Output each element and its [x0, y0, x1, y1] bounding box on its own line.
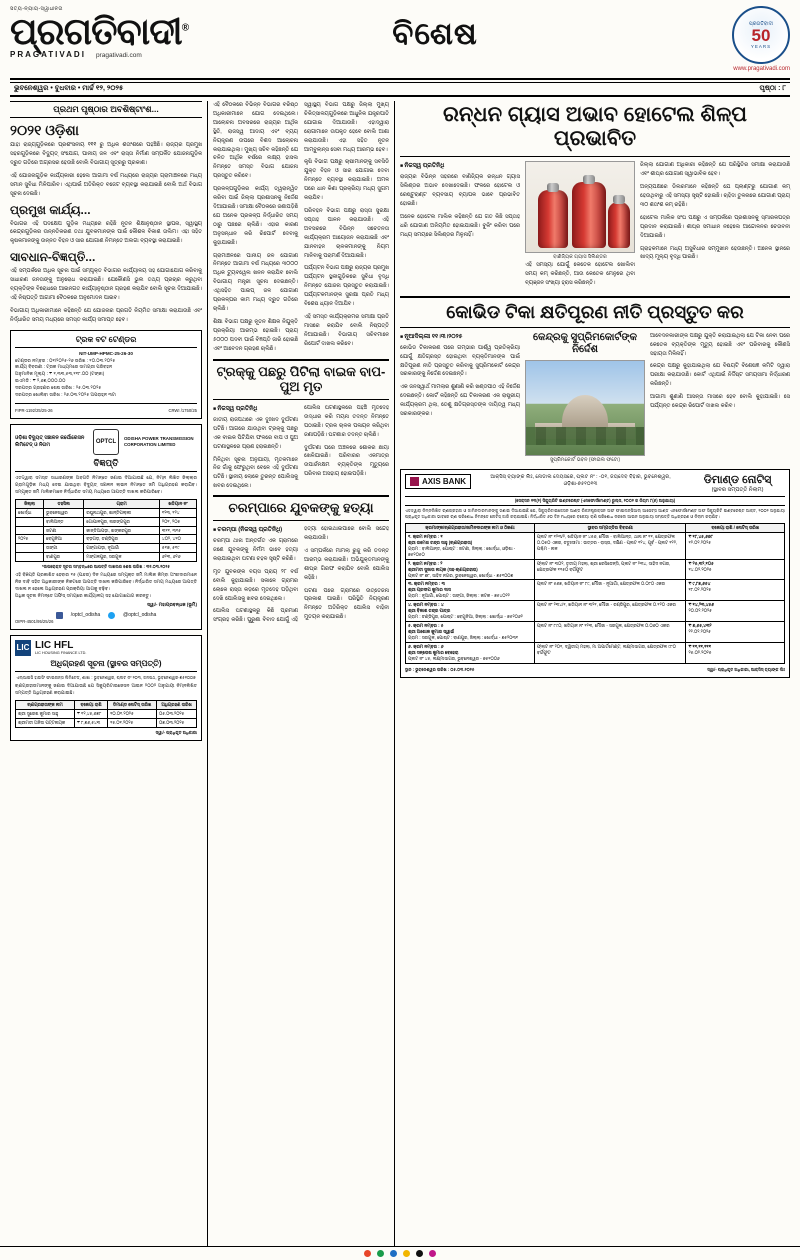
table-row	[16, 535, 197, 544]
court-photo-caption: ସୁପ୍ରିମକୋର୍ଟ ଭବନ (ଫାଇଲ ଫଟୋ)	[550, 456, 620, 463]
axis-address: ଆକ୍ସିସ୍ ବ୍ୟାଙ୍କ ଲିଃ, ନୋଡାଲ ଦେୟସରେ, ପ୍ଲଟ ନଂ : -୦୧, ଜୟଦେବ ବିହାର, ଭୁବନେଶ୍ୱର, ଓଡ଼ିଶା-୭୫୧୦୧୩	[490, 473, 671, 488]
lic-th-1: ବକେୟା ରାଶି	[74, 700, 107, 709]
masthead-right	[610, 6, 790, 72]
axis-th-1: ସ୍ଥାବର ସମ୍ପତ୍ତିର ବିବରଣୀ	[534, 523, 686, 532]
table-row	[406, 559, 785, 580]
axis-row-0-amount-cell	[686, 532, 785, 559]
lic-r0-c3: ୦୫.୦୩.୨୦୨୫	[157, 709, 197, 718]
left-story3-para1: ଏହି ସମ୍ପର୍କରେ ଅଧିକ ସୂଚନା ପାଇଁ ସମ୍ପୃକ୍ତ ବିଭାଗର କାର୍ଯ୍ୟାଳୟ ସହ ଯୋଗାଯୋଗ କରିବାକୁ ସାଧାରଣ ଜନତାଙ୍କୁ ଅନୁରୋଧ କରାଯାଇଛି। ଯେକୌଣସି ଭୁଲ ତଥ୍ୟ ପ୍ରଚାର କରୁଥିବା ବ୍ୟକ୍ତିଙ୍କ ବିରୋଧରେ ଆଇନଗତ କାର୍ଯ୍ୟାନୁଷ୍ଠାନ ଗ୍ରହଣ କରାଯିବ ବୋଲି ସୂଚନା ଦିଆଯାଇଛି। ଏହି ନିଷ୍ପତ୍ତି ଆଗାମୀ ବୈଠକରେ ଅନୁମୋଦନ ପାଇବ।	[10, 268, 202, 301]
axis-row-3-amount-cell	[686, 601, 785, 622]
masthead-title-text: ପ୍ରଗତିବାଦୀ	[10, 11, 182, 52]
axis-row-2-name: ଶ୍ରୀ ପ୍ରଦୀପ କୁମାର ଦାସ	[408, 587, 451, 593]
bike-accident-body	[213, 404, 389, 491]
gas-para-4: ଜିଲ୍ଲା ଯୋଗାଣ ଅଧିକାରୀ କହିଛନ୍ତି ଯେ ପରିସ୍ଥିତିର ସମୀକ୍ଷା କରାଯାଉଛି ଏବଂ ଶୀଘ୍ର ଯୋଗାଣ ସ୍ୱାଭାବିକ ହେବ।	[640, 162, 790, 178]
optcl-code: OIPR-4501/95/25/26	[15, 618, 54, 624]
left-column	[10, 101, 202, 1251]
optcl-social-0[interactable]: /optcl_odisha	[70, 612, 101, 619]
lic-para: ଋଣଗ୍ରହୀତାମାନଙ୍କୁ ଜଣାଇ ଦିଆଯାଉଛି ଯେ ସିକ୍ୟୁରିଟାଇଜେସନ ଆଇନ ୨୦୦୨ ଅନୁଯାୟୀ ନିମ୍ନଲିଖିତ ସମ୍ପତ୍ତି ଅଧିଗ୍ରହଣ କରାଯାଇଛି।	[15, 682, 197, 695]
special-section-title: ବିଶେଷ	[392, 16, 478, 51]
optcl-r5-c0	[16, 553, 44, 562]
table-row	[16, 544, 197, 553]
axis-row-0-party	[406, 532, 535, 559]
axis-footer-place-date: ସ୍ଥାନ : ଭୁବନେଶ୍ୱର ତାରିଖ : ୦୫.୦୩.୨୦୨୫	[405, 666, 475, 672]
facebook-icon[interactable]	[56, 612, 63, 619]
gas-cylinder-photo	[525, 161, 635, 253]
optcl-th-1: ତହସିଲ	[44, 499, 84, 508]
lic-r0-c2: ୧୦.୦୧.୨୦୨୫	[108, 709, 157, 718]
axis-row-2-no: ୩. କ୍ରମ ନମ୍ବର : ୩	[408, 581, 445, 587]
gas-story-byline: ■ ନିଜସ୍ୱ ପ୍ରତିନିଧି	[400, 163, 520, 170]
anniversary-logo-icon	[732, 6, 790, 64]
axis-row-5-addr: ପ୍ଲଟ ନଂ ୪୫, ଲକ୍ଷ୍ମୀସାଗର, ଭୁବନେଶ୍ୱର - ୭୫୧୦୦୬	[408, 655, 500, 661]
table-row	[16, 718, 197, 727]
dateline-page-number: ପୃଷ୍ଠା : ୮	[759, 85, 786, 92]
optcl-intro: ଏତଦ୍ଦ୍ୱାରା ସମସ୍ତ ସାଧାରଣଙ୍କ ଅବଗତି ନିମନ୍ତେ ଜଣାଇ ଦିଆଯାଉଛି ଯେ, ନିମ୍ନ ଲିଖିତ ଜିଲ୍ଲାର ଗ୍ରାମଗୁଡ଼ିକ ମଧ୍ୟ ଦେଇ ଯାଇଥିବା ବିଦ୍ୟୁତ୍ ସଞ୍ଚାଳନ ଲାଇନ ନିମନ୍ତେ ଜମି ଅଧିଗ୍ରହଣ କରାଯିବ। ସମ୍ପୃକ୍ତ ଜମି ମାଲିକମାନେ ନିର୍ଦ୍ଧାରିତ ସମୟ ମଧ୍ୟରେ ଆପତ୍ତି ଦାଖଲ କରିପାରିବେ।	[15, 475, 197, 494]
optcl-th-0: ଜିଲ୍ଲା	[16, 499, 44, 508]
murder-story-body	[213, 525, 389, 626]
axis-row-5-amount-cell	[686, 642, 785, 663]
vaccine-para-4: କେନ୍ଦ୍ର ପକ୍ଷରୁ କୁହାଯାଇଥିଲା ଯେ ବିଷୟଟି ବିଶେଷଜ୍ଞ କମିଟି ଦ୍ୱାରା ପରୀକ୍ଷା କରାଯାଉଛି। କୋର୍ଟ ଏଥିପାଇଁ ନିର୍ଦ୍ଦିଷ୍ଟ ସମୟସୀମା ନିର୍ଦ୍ଧାରଣ କରିଛନ୍ତି।	[650, 363, 790, 388]
optcl-r5-c2: ମଙ୍ଗଳପୁର, ସରଗୁଳ	[84, 553, 160, 562]
axis-footer-sign: ସ୍ୱା/- ପ୍ରାଧିକୃତ ଅଧିକାରୀ, ଆକ୍ସିସ୍ ବ୍ୟାଙ୍କ ଲିଃ	[707, 666, 785, 672]
masthead-left	[10, 6, 260, 59]
optcl-r3-c2: ବଡ଼ଗଡ଼, ଚଣ୍ଡିପୁର	[84, 535, 160, 544]
lic-notice-head: ଅଧିଗ୍ରହଣ ସୂଚନା (ସ୍ଥାବର ସମ୍ପତ୍ତି)	[15, 659, 197, 672]
axis-notice-title: ଡିମାଣ୍ଡ ନୋଟିସ୍	[703, 473, 772, 486]
supreme-court-photo	[525, 360, 645, 456]
axis-row-3-addr: ଗ୍ରାମ : ଚଣ୍ଡିପୁର, ପୋଷ୍ଟ : ବେଗୁନିଆ, ଜିଲ୍ଲା : ଖୋର୍ଦ୍ଧା - ୭୫୨୦୬୨	[408, 614, 523, 620]
bike-para-2: ମିଳିଥିବା ସୂଚନା ଅନୁଯାୟୀ, ମୃତକମାନେ ନିଜ ଗାଁକୁ ଫେରୁଥିବା ବେଳେ ଏହି ଦୁର୍ଘଟଣା ଘଟିଛି। ସ୍ଥାନୀୟ ଲୋକେ ତୁରନ୍ତ ପୋଲିସକୁ ଖବର ଦେଇଥିଲେ।	[213, 456, 298, 490]
axis-row-3-property: ପ୍ଲଟ ନଂ ୨୩୪/୧, ଖତିୟାନ ନଂ ୩୨୧, ମୌଜା - ଚଣ୍ଡିପୁର, କ୍ଷେତ୍ରଫଳ ୦.୧୨୦ ଏକର	[534, 601, 686, 622]
lic-r0-c1: ₹ ୧୨,୪୫,୬୭୮	[74, 709, 107, 718]
lic-table-header-row	[16, 700, 197, 709]
optcl-r1-c2: ଗୋପାଳପୁର, ନାରଙ୍ଗପୁର	[84, 517, 160, 526]
reg-dot-3	[403, 1250, 410, 1257]
optcl-th-3: ଖତିୟାନ ନଂ	[159, 499, 196, 508]
gas-shortage-headline: ରନ୍ଧନ ଗ୍ୟାସ ଅଭାବ ହୋଟେଲ ଶିଳ୍ପ ପ୍ରଭାବିତ	[443, 103, 747, 151]
left-story3-headline: ସାବଧାନ-ବିଜ୍ଞପ୍ତି...	[10, 250, 96, 265]
axis-borrower-table	[405, 523, 785, 664]
dateline	[10, 82, 790, 97]
axis-row-2-party	[406, 580, 535, 601]
mid-top-text-block	[213, 101, 389, 355]
axis-row-4-property: ପ୍ଲଟ ନଂ ୮୯୦, ଖତିୟାନ ନଂ ୧୨୩, ମୌଜା - ସରଗୁଳ, କ୍ଷେତ୍ରଫଳ ୦.୦୬୦ ଏକର	[534, 622, 686, 643]
axis-row-5-property: ଫ୍ଲାଟ ନଂ ୨୦୧, ଦ୍ୱିତୀୟ ମହଲା, ମା ଅପାର୍ଟମେଣ୍ଟ, ଲକ୍ଷ୍ମୀସାଗର, କ୍ଷେତ୍ରଫଳ ୯୮୦ ବର୍ଗଫୁଟ	[534, 642, 686, 663]
axis-row-0-no: ୧. କ୍ରମ ନମ୍ବର : ୧	[408, 533, 443, 539]
vaccine-compensation-headline: କୋଭିଡ ଟିକା କ୍ଷତିପୂରଣ ନୀତି ପ୍ରସ୍ତୁତ କର	[446, 302, 744, 322]
tender-ad-footer-left: FIPR-1192/25/25-26	[15, 407, 53, 413]
tender-ad-footer-right: CRWI /1750/25	[168, 407, 197, 413]
axis-notice-sub: (ସ୍ଥାବର ସମ୍ପତ୍ତି ନିଲାମ)	[711, 486, 764, 493]
axis-row-3-name: ଶ୍ରୀ ବିକାଶ ଚନ୍ଦ୍ର ପାତ୍ର	[408, 608, 451, 614]
axis-intro-para: ଏତଦ୍ଦ୍ୱାରା ନିମ୍ନଲିଖିତ ଋଣଗ୍ରହୀତା ଓ ଜାମିନଦାରମାନଙ୍କୁ ଜଣାଇ ଦିଆଯାଉଛି ଯେ, ସିକ୍ୟୁରିଟାଇଜେସନ ଆଣ୍ଡ ରିକନଷ୍ଟ୍ରକ୍ସନ ଅଫ ଫାଇନାନ୍ସିଆଲ୍ ଆସେଟ୍ସ ଆଣ୍ଡ ଏନଫୋର୍ସମେଣ୍ଟ ଅଫ ସିକ୍ୟୁରିଟି ଇଣ୍ଟରେଷ୍ଟ ଆକ୍ଟ, ୨୦୦୨ ଅନୁଯାୟୀ ପ୍ରାଧିକୃତ ଅଧିକାରୀ ଭାବରେ ଋଣ ପରିଶୋଧ ନିମନ୍ତେ ନୋଟିସ୍ ଜାରି କରାଯାଇଛି। ନିର୍ଦ୍ଧାରିତ ୬୦ ଦିନ ମଧ୍ୟରେ ବକେୟା ରାଶି ପରିଶୋଧ ନକଲେ ଆଇନ ଅନୁଯାୟୀ ସମ୍ପତ୍ତି ଅଧିଗ୍ରହଣ ଓ ନିଲାମ କରାଯିବ।	[405, 507, 785, 519]
optcl-logo-icon: OPTCL	[93, 429, 119, 455]
mid-para-8: ପର୍ଯ୍ୟଟନ ବିଭାଗ ପକ୍ଷରୁ ରାଜ୍ୟର ପ୍ରମୁଖ ପର୍ଯ୍ୟଟନ ସ୍ଥଳୀଗୁଡ଼ିକରେ ସୁବିଧା ବୃଦ୍ଧି ନିମନ୍ତେ ଯୋଜନା ପ୍ରସ୍ତୁତ କରାଯାଇଛି। ପର୍ଯ୍ୟଟକମାନଙ୍କ ସୁରକ୍ଷା ପ୍ରତି ମଧ୍ୟ ବିଶେଷ ଧ୍ୟାନ ଦିଆଯିବ।	[304, 265, 389, 308]
gas-story-block	[400, 161, 790, 292]
optcl-table-header-row	[16, 499, 197, 508]
optcl-r0-c2: ରଘୁନାଥପୁର, ଶାନ୍ତିପଲ୍ଲୀ	[84, 508, 160, 517]
dateline-date: ଭୁବନେଶ୍ୱର • ବୁଧବାର • ମାର୍ଚ୍ଚ ୧୨, ୨୦୨୫	[14, 85, 124, 92]
axis-row-5-no: ୬. କ୍ରମ ନମ୍ବର : ୬	[408, 643, 444, 649]
lic-th-0: ଋଣଗ୍ରହୀତାଙ୍କ ନାମ	[16, 700, 75, 709]
axis-row-1-date: ୧୪.୦୨.୨୦୨୫	[688, 566, 712, 572]
optcl-th-2: ଗ୍ରାମ	[84, 499, 160, 508]
table-row	[406, 580, 785, 601]
axis-row-2-property: ପ୍ଲଟ ନଂ ୫୬୭, ଖତିୟାନ ନଂ ୮୯, ମୌଜା - ନୂଆଗାଁ, କ୍ଷେତ୍ରଫଳ ୦.୦୮୦ ଏକର	[534, 580, 686, 601]
axis-row-5-date: ୨୫.୦୨.୨୦୨୫	[688, 649, 712, 655]
axis-row-2-addr: ଗ୍ରାମ : ନୂଆଗାଁ, ପୋଷ୍ଟ : ତାଙ୍ଗୀ, ଜିଲ୍ଲା : କଟକ - ୭୫୪୦୨୨	[408, 593, 510, 599]
gas-photo-caption: ବାଣିଜ୍ୟିକ ଗ୍ୟାସ ସିଲିଣ୍ଡର	[553, 254, 607, 261]
axis-table-header-row	[406, 523, 785, 532]
axis-mark-icon	[410, 477, 419, 486]
axis-row-3-date: ୨୦.୦୨.୨୦୨୫	[688, 608, 712, 614]
continuation-kicker: ପ୍ରଥମ ପୃଷ୍ଠାର ଅବଶିଷ୍ଟାଂଶ...	[10, 101, 202, 118]
masthead-title	[10, 11, 260, 52]
masthead-subline	[10, 50, 260, 59]
axis-row-1-no: ୨. କ୍ରମ ନମ୍ବର : ୨	[408, 560, 443, 566]
optcl-para: ଏହି ବିଜ୍ଞପ୍ତି ପ୍ରକାଶିତ ହେବାର ୧୫ (ପନ୍ଦର) ଦିନ ମଧ୍ୟରେ ସମ୍ପୃକ୍ତ ଜମି ମାଲିକ କିମ୍ବା ଅଂଶୀଦାରମାନେ ନିଜ ଦାବି ସହିତ ଅଧିକାରୀଙ୍କ ନିକଟରେ ଆପତ୍ତି ଦାଖଲ କରିପାରିବେ। ନିର୍ଦ୍ଧାରିତ ସମୟ ମଧ୍ୟରେ ଆପତ୍ତି ଦାଖଲ ନ ହେଲେ ଅଧିଗ୍ରହଣ ପ୍ରକ୍ରିୟା ଆଗକୁ ବଢ଼ିବ।	[15, 572, 197, 592]
vaccine-para-1: କୋଭିଡ ଟିକାକରଣ ପରେ ଗମ୍ଭୀର ପାର୍ଶ୍ୱ ପ୍ରତିକ୍ରିୟା ଯୋଗୁଁ କ୍ଷତିଗ୍ରସ୍ତ ହୋଇଥିବା ବ୍ୟକ୍ତିମାନଙ୍କ ପାଇଁ କ୍ଷତିପୂରଣ ନୀତି ପ୍ରସ୍ତୁତ କରିବାକୁ ସୁପ୍ରିମକୋର୍ଟ କେନ୍ଦ୍ର ସରକାରଙ୍କୁ ନିର୍ଦ୍ଦେଶ ଦେଇଛନ୍ତି।	[400, 344, 520, 378]
axis-bank-logo-icon	[405, 474, 471, 489]
vaccine-col-3	[650, 332, 790, 464]
murder-para-5: ଘଟଣା ପରେ ଗ୍ରାମରେ ଉତ୍ତେଜନା ପ୍ରକାଶ ପାଇଛି। ପରିସ୍ଥିତି ନିୟନ୍ତ୍ରଣ ନିମନ୍ତେ ଅତିରିକ୍ତ ପୋଲିସ ବାହିନୀ ମୁତୟନ କରାଯାଇଛି।	[304, 587, 389, 621]
masthead-center	[260, 6, 610, 53]
mid-para-4: ଶିକ୍ଷା ବିଭାଗ ପକ୍ଷରୁ ନୂତନ ଶିକ୍ଷକ ନିଯୁକ୍ତି ପ୍ରକ୍ରିୟା ଆରମ୍ଭ ହୋଇଛି। ପ୍ରାୟ ୫୦୦୦ ପଦବୀ ପାଇଁ ବିଜ୍ଞପ୍ତି ଜାରି ହୋଇଛି ଏବଂ ଆବେଦନ ଗ୍ରହଣ ଚାଲିଛି।	[213, 318, 298, 352]
axis-row-1-addr: ପ୍ଲଟ ନଂ ୭୮, ସାହିଦ ନଗର, ଭୁବନେଶ୍ୱର, ଖୋର୍ଦ୍ଧା - ୭୫୧୦୦୭	[408, 572, 514, 578]
axis-row-4-name: ଶ୍ରୀ ଅଶୋକ କୁମାର ସ୍ୱାଇଁ	[408, 629, 455, 635]
axis-row-1-party	[406, 559, 535, 580]
gas-para-7: ଗ୍ରାହକମାନେ ମଧ୍ୟ ଅସୁବିଧାର ସମ୍ମୁଖୀନ ହେଉଛନ୍ତି। ଅନେକ ସ୍ଥାନରେ ଖାଦ୍ୟ ମୂଲ୍ୟ ବୃଦ୍ଧି ପାଇଛି।	[640, 245, 790, 261]
reg-dot-4	[416, 1250, 423, 1257]
tender-ad-line-3: ଇଏମଡି : ₹ ୨,୬୭,୦୦୦.୦୦	[15, 378, 66, 384]
axis-rule-line: (ସେକ୍ସନ ୧୩(୨) ସିକ୍ୟୁରିଟି ଇଣ୍ଟରେଷ୍ଟ (ଏନଫୋର୍ସମେଣ୍ଟ) ରୁଲ୍ସ, ୨୦୦୨ ର ନିୟମ ୮(୬) ଅନୁଯାୟୀ)	[405, 496, 785, 506]
murder-para-3: ପୋଲିସ ଘଟଣାସ୍ଥଳରୁ କିଛି ପ୍ରମାଣ ସଂଗ୍ରହ କରିଛି। ପୁରୁଣା ବିବାଦ ଯୋଗୁଁ ଏହି ହତ୍ୟା ହୋଇଥାଇପାରେ ବୋଲି ସନ୍ଦେହ କରାଯାଉଛି।	[213, 526, 389, 624]
gas-story-col-1	[400, 161, 520, 292]
axis-row-3-no: ୪. କ୍ରମ ନମ୍ବର : ୪	[408, 602, 444, 608]
optcl-advertisement	[10, 424, 202, 630]
tender-ad-line-1: କାର୍ଯ୍ୟ ବିବରଣୀ : ଟ୍ରକ ମାଧ୍ୟମରେ ସାମଗ୍ରୀ ପରିବହନ	[15, 364, 113, 370]
gas-para-1: ରାଜ୍ୟର ବିଭିନ୍ନ ସହରରେ ବାଣିଜ୍ୟିକ ରନ୍ଧନ ଗ୍ୟାସ ସିଲିଣ୍ଡର ଅଭାବ ଦେଖାଦେଇଛି। ଫଳରେ ହୋଟେଲ ଓ ରେଷ୍ଟୁରାଣ୍ଟ ବ୍ୟବସାୟ ବ୍ୟାପକ ଭାବେ ପ୍ରଭାବିତ ହୋଇଛି।	[400, 174, 520, 207]
tender-ad-line-4: ଦରପତ୍ର ଗ୍ରହଣର ଶେଷ ତାରିଖ : ୨୫.୦୩.୨୦୨୫	[15, 385, 102, 391]
lic-possession-table	[15, 700, 197, 728]
axis-row-2-amount: ₹ ୯,୮୭,୬୫୪	[688, 581, 711, 587]
axis-row-0-property: ପ୍ଲଟ ନଂ ୧୨୩/୨, ଖତିୟାନ ନଂ ୪୫୬, ମୌଜା - ବାଲିଆନ୍ତ, ଥାନା ନଂ ୧୧, କ୍ଷେତ୍ରଫଳ ୦.୦୫୦ ଏକର, ଚତୁଃସୀମା : ଉତ୍ତର - ରାସ୍ତା, ଦକ୍ଷିଣ - ପ୍ଲଟ ୧୨୪, ପୂର୍ବ - ପ୍ଲଟ ୧୨୨, ପଶ୍ଚିମ - ନାଳ	[534, 532, 686, 559]
masthead-english-name: PRAGATIVADI	[10, 50, 86, 60]
table-row	[406, 642, 785, 663]
lic-hfl-advertisement	[10, 635, 202, 741]
masthead-website[interactable]: pragativadi.com	[95, 52, 142, 60]
table-row	[406, 622, 785, 643]
color-registration-bar	[0, 1246, 800, 1260]
axis-row-3-amount: ₹ ୧୪,୨୩,୪୫୬	[688, 602, 715, 608]
bike-para-3: ପୋଲିସ ଘଟଣାସ୍ଥଳରେ ପହଞ୍ଚି ମୃତଦେହ ଉଦ୍ଧାର କରି ମୟନା ତଦନ୍ତ ନିମନ୍ତେ ପଠାଇଛି। ଟ୍ରକ ଚାଳକ ପଳାୟନ କରିଥିବା ଜଣାପଡ଼ିଛି। ଘଟଣାର ତଦନ୍ତ ଚାଲିଛି।	[304, 404, 389, 438]
optcl-r1-c3: ୨୦୧, ୨୦୫	[159, 517, 196, 526]
gas-para-5: ଅନ୍ୟପକ୍ଷରେ ଡିଲରମାନେ କହିଛନ୍ତି ଯେ ପ୍ଲାଣ୍ଟରୁ ଯୋଗାଣ କମ୍ ହେଉଥିବାରୁ ଏହି ସମସ୍ୟା ସୃଷ୍ଟି ହୋଇଛି। ଚାହିଦା ତୁଳନାରେ ଯୋଗାଣ ପ୍ରାୟ ୩୦ ଶତାଂଶ କମ୍ ରହିଛି।	[640, 184, 790, 208]
reg-dot-5	[429, 1250, 436, 1257]
axis-row-2-date: ୧୮.୦୨.୨୦୨୫	[688, 587, 712, 593]
optcl-r1-c1: ବାଲିଅନ୍ତ	[44, 517, 84, 526]
axis-row-5-name: ଶ୍ରୀ ସନ୍ତୋଷ କୁମାର ବେହେରା	[408, 649, 459, 655]
optcl-para2: ଅଧିକ ସୂଚନା ନିମନ୍ତେ ଅଫିସ୍ ସମୟରେ କାର୍ଯ୍ୟାଳୟ ସହ ଯୋଗାଯୋଗ କରନ୍ତୁ।	[15, 593, 152, 599]
tender-ad-line-0: ଟେଣ୍ଡର ନମ୍ବର : ୦୧/୨୦୨୫-୨୬ ତାରିଖ : ୧୦.୦୩.୨୦୨୫	[15, 357, 116, 363]
axis-row-0-addr: ଗ୍ରାମ : ବାଲିଆନ୍ତ, ପୋଷ୍ଟ : ଜଟଣୀ, ଜିଲ୍ଲା : ଖୋର୍ଦ୍ଧା, ଓଡ଼ିଶା - ୭୫୨୦୫୦	[408, 545, 516, 557]
tender-ad-line-2: ଅନୁମାନିକ ମୂଲ୍ୟ : ₹ ୧,୩୩,୫୩,୧୧୮.୦୦ (ଟଙ୍କା)	[15, 371, 105, 377]
optcl-land-table	[15, 499, 197, 563]
mid-para-1: ଏହି ବୈଠକରେ ବିଭିନ୍ନ ବିଭାଗର ବରିଷ୍ଠ ଅଧିକାରୀମାନେ ଯୋଗ ଦେଇଥିଲେ। ଆଲୋଚନା ଅବସରରେ ରାଜ୍ୟର ଆର୍ଥିକ ସ୍ଥିତି, ରାଜସ୍ୱ ଆଦାୟ ଏବଂ ବ୍ୟୟ ନିୟନ୍ତ୍ରଣ ଉପରେ ବିଶଦ ଆଲୋଚନା କରାଯାଇଥିଲା। ମୁଖ୍ୟ ସଚିବ କହିଛନ୍ତି ଯେ ଚଳିତ ଆର୍ଥିକ ବର୍ଷରେ ଲକ୍ଷ୍ୟ ହାସଲ ନିମନ୍ତେ ସମସ୍ତ ବିଭାଗ ଯୋଜନା ପ୍ରସ୍ତୁତ କରିବେ।	[213, 102, 298, 180]
axis-row-0-amount: ₹ ୧୮,୪୫,୬୭୮	[688, 533, 713, 539]
mid-para-2: ପ୍ରକଳ୍ପଗୁଡ଼ିକର କାର୍ଯ୍ୟ ତ୍ୱରାନ୍ୱିତ କରିବା ପାଇଁ ଜିଲ୍ଲା ପ୍ରଶାସନକୁ ନିର୍ଦ୍ଦେଶ ଦିଆଯାଇଛି। ସମୀକ୍ଷା ବୈଠକରେ ଜଣାପଡ଼ିଛି ଯେ ଅନେକ ପ୍ରକଳ୍ପ ନିର୍ଦ୍ଧାରିତ ସମୟ ଠାରୁ ପଛରେ ଚାଲିଛି। ଏହାର କାରଣ ଅନୁସନ୍ଧାନ କରି ରିପୋର୍ଟ ଦେବାକୁ କୁହାଯାଇଛି।	[213, 186, 298, 246]
gas-story-photo-col	[525, 161, 635, 292]
optcl-r4-c3: ୫୧୭, ୫୧୯	[159, 544, 196, 553]
axis-row-1-property: ଫ୍ଲାଟ ନଂ ୩୦୨, ତୃତୀୟ ମହଲା, ଶ୍ରୀ ରେସିଡେନ୍ସି, ପ୍ଲଟ ନଂ ୨୩୪, ସାହିଦ ନଗର, କ୍ଷେତ୍ରଫଳ ୧୧୫୦ ବର୍ଗଫୁଟ	[534, 559, 686, 580]
bike-accident-headline: ଟ୍ରକ୍‌କୁ ପଛରୁ ପିଟିଲା ବାଇକ ବାପ-ପୁଅ ମୃତ	[216, 364, 386, 394]
optcl-r3-c3: ୪୦୨, ୪୧୦	[159, 535, 196, 544]
murder-para-2: ମୃତ ଯୁବକଙ୍କ ବୟସ ପ୍ରାୟ ୨୮ ବର୍ଷ ବୋଲି କୁହାଯାଇଛି। ସକାଳେ ଗ୍ରାମର ଲୋକେ ରାସ୍ତା କଡ଼ରେ ମୃତଦେହ ପଡ଼ିଥିବା ଦେଖି ପୋଲିସକୁ ଖବର ଦେଇଥିଲେ।	[213, 568, 298, 602]
optcl-brand-name: ODISHA POWER TRANSMISSION CORPORATION LIMITED	[124, 436, 194, 448]
optcl-r4-c0	[16, 544, 44, 553]
lic-address: ଏଲ୍ଆଇସି ହାଉସିଂ ଫାଇନାନ୍ସ ଲିମିଟେଡ୍, ଶାଖା : ଭୁବନେଶ୍ୱର, ପ୍ଲଟ ନଂ ୨୦୩, ଜନପଥ, ଭୁବନେଶ୍ୱର-୭୫୧୦୦୭	[16, 674, 196, 680]
lic-brand-sub: LIC HOUSING FINANCE LTD.	[35, 651, 87, 656]
gas-para-3: ଏହି ସମସ୍ୟା ଯୋଗୁଁ କେତେକ ହୋଟେଲ ଖୋଲିବା ସମୟ କମ୍ କରିଛନ୍ତି, ଆଉ କେତେକ ମେନୁରେ ଥିବା ବ୍ୟଞ୍ଜନ ସଂଖ୍ୟା ହ୍ରାସ କରିଛନ୍ତି।	[525, 262, 635, 287]
optcl-notice-title: ବିଜ୍ଞପ୍ତି	[15, 458, 197, 472]
axis-row-4-date: ୨୨.୦୨.୨୦୨୫	[688, 629, 711, 635]
masthead-site-url[interactable]: www.pragativadi.com	[733, 66, 790, 72]
axis-th-2: ବକେୟା ରାଶି / ନୋଟିସ୍ ତାରିଖ	[686, 523, 785, 532]
bike-para-1: ଜାତୀୟ ରାଜପଥରେ ଏକ ଦୁଃଖଦ ଦୁର୍ଘଟଣା ଘଟିଛି। ଆଗରେ ଯାଉଥିବା ଟ୍ରକ୍‌କୁ ପଛରୁ ଏକ ବାଇକ ପିଟିଯିବା ଫଳରେ ବାପ ଓ ପୁଅ ଘଟଣାସ୍ଥଳରେ ପ୍ରାଣ ହରାଇଛନ୍ତି।	[213, 416, 298, 450]
twitter-icon[interactable]	[108, 612, 115, 619]
bike-para-4: ଦୁର୍ଘଟଣା ପରେ ଅଞ୍ଚଳରେ ଶୋକର ଛାୟା ଖେଳିଯାଇଛି। ପରିବାରର ଏକମାତ୍ର ଉପାର୍ଜନକ୍ଷମ ବ୍ୟକ୍ତିଙ୍କ ମୃତ୍ୟୁରେ ପରିବାର ଅସହାୟ ହୋଇପଡ଼ିଛି।	[304, 444, 389, 478]
axis-row-3-party	[406, 601, 535, 622]
table-row	[16, 526, 197, 535]
vaccine-side-head: କେନ୍ଦ୍ରକୁ ସୁପ୍ରିମକୋର୍ଟଙ୍କ ନିର୍ଦ୍ଦେଶ	[532, 331, 638, 356]
lic-r1-c0: ଶ୍ରୀମତୀ ଅନିତା ପଟ୍ଟନାୟକ	[16, 718, 75, 727]
left-story1-para1: ଯାହା ରାଜ୍ୟଗୁଡ଼ିକରେ ପ୍ରଶଂସନୀୟ ୧୧୧ ରୁ ଅଧିକ ଶତାଂଶରେ ପହଞ୍ଚିଛି। ରାଜ୍ୟର ପ୍ରମୁଖ ସହରଗୁଡ଼ିକରେ ବିଦ୍ୟୁତ୍ ସଂଯୋଗ, ପାନୀୟ ଜଳ ଏବଂ ରାସ୍ତା ନିର୍ମାଣ ସମ୍ପର୍କିତ ଯୋଜନାଗୁଡ଼ିକ ଦ୍ରୁତ ଗତିରେ ଅଗ୍ରସର ହେଉଛି ବୋଲି ବିଭାଗୀୟ ସୂତ୍ରରୁ ପ୍ରକାଶ।	[10, 142, 202, 166]
axis-header-row	[405, 474, 785, 494]
mid-para-6: କୃଷି ବିଭାଗ ପକ୍ଷରୁ ଚାଷୀମାନଙ୍କୁ ସବସିଡି ଯୁକ୍ତ ବିହନ ଓ ସାର ଯୋଗାଇ ଦେବା ନିମନ୍ତେ ବ୍ୟବସ୍ଥା କରାଯାଇଛି। ଅମଳ ପରେ ଧାନ କିଣା ପ୍ରକ୍ରିୟା ମଧ୍ୟ ସୁଗମ କରାଯିବ।	[304, 159, 389, 202]
axis-row-0-name: ଶ୍ରୀ ରମେଶ ଚନ୍ଦ୍ର ସାହୁ (ଋଣଗ୍ରହୀତା)	[408, 539, 473, 545]
optcl-r2-c3: ୩୧୧, ୩୧୫	[159, 526, 196, 535]
axis-row-4-amount: ₹ ୭,୬୫,୪୩୨	[688, 623, 712, 629]
optcl-r5-c1: ବାଣପୁର	[44, 553, 84, 562]
left-story1-para2: ଏହି ଯୋଜନାଗୁଡ଼ିକ କାର୍ଯ୍ୟକାରୀ ହେଲେ ଆଗାମୀ ବର୍ଷ ମଧ୍ୟରେ ରାଜ୍ୟର ଗ୍ରାମାଞ୍ଚଳରେ ମଧ୍ୟ ସମାନ ସୁବିଧା ମିଳିପାରିବ। ଏଥିପାଇଁ ଅତିରିକ୍ତ ବଜେଟ ବ୍ୟବସ୍ଥା କରାଯାଇଛି ବୋଲି ଅର୍ଥ ବିଭାଗ ସୂଚନା ଦେଇଛି।	[10, 172, 202, 197]
murder-byline: ■ ଚରମ୍ପା (ନିଜସ୍ୱ ପ୍ରତିନିଧି)	[213, 527, 298, 534]
lic-brand: LIC HFL	[35, 640, 74, 652]
vaccine-photo-col	[525, 332, 645, 464]
table-row	[406, 601, 785, 622]
lic-th-2: ଡିମାଣ୍ଡ ନୋଟିସ୍ ତାରିଖ	[108, 700, 157, 709]
tender-ad-title: ଟ୍ରକ ବଟ ଟେଣ୍ଡର	[15, 335, 197, 348]
optcl-r2-c1: ଜଟଣୀ	[44, 526, 84, 535]
page-content	[10, 101, 790, 1251]
reg-dot-0	[364, 1250, 371, 1257]
axis-logo-text: AXIS BANK	[422, 476, 467, 486]
lic-sign: ସ୍ୱା/- ପ୍ରାଧିକୃତ ଅଧିକାରୀ	[155, 729, 197, 735]
lic-mark-icon: LIC	[15, 640, 31, 656]
murder-para-4: ଏ ସମ୍ପର୍କରେ ମାମଲା ରୁଜୁ କରି ତଦନ୍ତ ଆରମ୍ଭ କରାଯାଇଛି। ଅଭିଯୁକ୍ତମାନଙ୍କୁ ଶୀଘ୍ର ଗିରଫ କରାଯିବ ବୋଲି ପୋଲିସ କହିଛି।	[304, 547, 389, 581]
gas-para-6: ହୋଟେଲ ମାଲିକ ସଂଘ ପକ୍ଷରୁ ଏ ସମ୍ପର୍କରେ ପ୍ରଶାସନକୁ ସ୍ମାରକପତ୍ର ପ୍ରଦାନ କରାଯାଇଛି। ଶୀଘ୍ର ସମାଧାନ ନହେଲେ ଆନ୍ଦୋଳନର ଚେତାବନୀ ଦିଆଯାଇଛି।	[640, 214, 790, 239]
axis-bank-advertisement	[400, 469, 790, 678]
vaccine-story-block	[400, 332, 790, 464]
left-story3-para2: ବିଭାଗୀୟ ଅଧିକାରୀମାନେ କହିଛନ୍ତି ଯେ ଯୋଜନାର ପ୍ରଗତି ନିୟମିତ ସମୀକ୍ଷା କରାଯାଉଛି ଏବଂ ନିର୍ଦ୍ଧାରିତ ସମୟ ମଧ୍ୟରେ ସମସ୍ତ କାର୍ଯ୍ୟ ସମାପ୍ତ ହେବ।	[10, 307, 202, 323]
axis-row-1-amount-cell	[686, 559, 785, 580]
tender-advertisement	[10, 330, 202, 419]
left-story1-headline: ୨୦୨୧ ଓଡ଼ିଶା	[10, 122, 79, 138]
optcl-r4-c2: ଗଙ୍ଗାପଡ଼ା, ନୂଆଗାଁ	[84, 544, 160, 553]
lic-th-3: ଅଧିଗ୍ରହଣ ତାରିଖ	[157, 700, 197, 709]
vaccine-para-5: ଆଗାମୀ ଶୁଣାଣି ଆସନ୍ତା ମାସରେ ହେବ ବୋଲି କୁହାଯାଇଛି। ସେ ପର୍ଯ୍ୟନ୍ତ କେନ୍ଦ୍ର ରିପୋର୍ଟ ଦାଖଲ କରିବ।	[650, 394, 790, 410]
masthead-registered-mark: ®	[181, 22, 189, 34]
optcl-r3-c1: ବେଗୁନିଆ	[44, 535, 84, 544]
optcl-social-bar	[15, 612, 197, 619]
axis-row-2-amount-cell	[686, 580, 785, 601]
table-row	[16, 517, 197, 526]
axis-row-4-addr: ଗ୍ରାମ : ସରଗୁଳ, ପୋଷ୍ଟ : ବାଣପୁର, ଜିଲ୍ଲା : ଖୋର୍ଦ୍ଧା - ୭୫୨୦୩୧	[408, 634, 519, 640]
lic-r1-c1: ₹ ୮,୭୬,୫୪୩	[74, 718, 107, 727]
table-row	[16, 553, 197, 562]
table-row	[16, 508, 197, 517]
bike-accident-byline: ■ ନିଜସ୍ୱ ପ୍ରତିନିଧି	[213, 406, 298, 413]
optcl-r3-c0: ୨୦୨୫	[16, 535, 44, 544]
gas-para-2: ଅନେକ ହୋଟେଲ ମାଲିକ କହିଛନ୍ତି ଯେ ଗତ କିଛି ସପ୍ତାହ ଧରି ଯୋଗାଣ ଅନିୟମିତ ହୋଇଯାଇଛି। ବୁକିଂ କରିବା ପରେ ମଧ୍ୟ ସମୟରେ ସିଲିଣ୍ଡର ମିଳୁନାହିଁ।	[400, 213, 520, 238]
mid-para-3: ଗ୍ରାମାଞ୍ଚଳରେ ପାନୀୟ ଜଳ ଯୋଗାଣ ନିମନ୍ତେ ଆଗାମୀ ବର୍ଷ ମଧ୍ୟରେ ୩୦୦୦ ଅଧିକ ଟ୍ୟୁବୱେଲ ଖନନ କରାଯିବ ବୋଲି ବିଭାଗୀୟ ମନ୍ତ୍ରୀ ସୂଚନା ଦେଇଛନ୍ତି। ଏଥିସହିତ ପାଇପ୍ ଜଳ ଯୋଗାଣ ପ୍ରକଳ୍ପର କାମ ମଧ୍ୟ ଦ୍ରୁତ ଗତିରେ ଚାଲିଛି।	[213, 252, 298, 312]
optcl-social-1[interactable]: @optcl_odisha	[123, 612, 157, 619]
vaccine-byline: ■ ନୂଆଦିଲ୍ଲୀ ୧୧।୩।୨୦୨୫	[400, 334, 520, 341]
optcl-brand-row	[15, 429, 197, 455]
axis-row-0-date: ୧୨.୦୨.୨୦୨୫	[688, 539, 712, 545]
anniversary-logo-odia: ପ୍ରଗତିବାଦୀ	[748, 21, 773, 27]
vaccine-para-3: ଆବେଦନକାରୀଙ୍କ ପକ୍ଷରୁ ଯୁକ୍ତି କରାଯାଇଥିଲା ଯେ ଟିକା ନେବା ପରେ କେତେକ ବ୍ୟକ୍ତିଙ୍କ ମୃତ୍ୟୁ ହୋଇଛି ଏବଂ ପରିବାରକୁ କୌଣସି ସହାୟତା ମିଳିନାହିଁ।	[650, 332, 790, 357]
optcl-r5-c3: ୬୨୩, ୬୨୬	[159, 553, 196, 562]
optcl-note: *ଉପରୋକ୍ତ ସୂଚନା ସମ୍ବନ୍ଧରେ ଆପତ୍ତି ଦାଖଲର ଶେଷ ତାରିଖ : ୩୧.୦୩.୨୦୨୫	[41, 564, 171, 570]
murder-para-1: ଚରମ୍ପା ଥାନା ଅନ୍ତର୍ଗତ ଏକ ଗ୍ରାମରେ ଜଣେ ଯୁବକଙ୍କୁ ନିର୍ମମ ଭାବେ ହତ୍ୟା କରାଯାଇଥିବା ଘଟଣା ଚହଳ ସୃଷ୍ଟି କରିଛି।	[213, 538, 298, 562]
axis-row-4-party	[406, 622, 535, 643]
optcl-r0-c1: ଭୁବନେଶ୍ୱର	[44, 508, 84, 517]
mid-para-5: ସ୍ୱାସ୍ଥ୍ୟ ବିଭାଗ ପକ୍ଷରୁ ଜିଲ୍ଲା ମୁଖ୍ୟ ଚିକିତ୍ସାଳୟଗୁଡ଼ିକରେ ଆଧୁନିକ ଯନ୍ତ୍ରପାତି ଯୋଗାଇ ଦିଆଯାଉଛି। ଏହାଦ୍ୱାରା ରୋଗୀମାନେ ଉପକୃତ ହେବେ ବୋଲି ଆଶା କରାଯାଉଛି। ଏହା ସହିତ ନୂତନ ଆମ୍ବୁଲାନ୍ସ ସେବା ମଧ୍ୟ ଆରମ୍ଭ ହେବ।	[304, 102, 389, 153]
table-row	[16, 709, 197, 718]
lic-r1-c3: ୦୭.୦୩.୨୦୨୫	[157, 718, 197, 727]
axis-row-5-amount: ₹ ୧୧,୧୧,୧୧୧	[688, 643, 711, 649]
right-column	[400, 101, 790, 1251]
masthead-tagline: ସତ୍ୟ-ନ୍ୟାୟ-ସ୍ୱାଧୀନତା	[10, 6, 63, 12]
axis-row-4-amount-cell	[686, 622, 785, 643]
reg-dot-2	[390, 1250, 397, 1257]
optcl-r2-c0	[16, 526, 44, 535]
lic-logo-icon	[15, 640, 197, 656]
vaccine-para-2: ଏକ ଜନସ୍ୱାର୍ଥ ମାମଲାର ଶୁଣାଣି କରି ଖଣ୍ଡପୀଠ ଏହି ନିର୍ଦ୍ଦେଶ ଦେଇଛନ୍ତି। କୋର୍ଟ କହିଛନ୍ତି ଯେ ଟିକାକରଣ ଏକ ରାଷ୍ଟ୍ରୀୟ କାର୍ଯ୍ୟକ୍ରମ ଥିଲା, ତେଣୁ କ୍ଷତିଗ୍ରସ୍ତଙ୍କ ଦାୟିତ୍ୱ ମଧ୍ୟ ସରକାରଙ୍କର।	[400, 384, 520, 418]
tender-ad-line-5: ଦରପତ୍ର ଖୋଲିବା ତାରିଖ : ୨୬.୦୩.୨୦୨୫ ଅପରାହ୍ନ ୩ଟା	[15, 392, 117, 398]
axis-th-0: କ୍ରମାଙ୍କ/ଋଣଗ୍ରହୀତା/ଜାମିନଦାରଙ୍କ ନାମ ଓ ଠିକଣା	[406, 523, 535, 532]
optcl-r1-c0	[16, 517, 44, 526]
optcl-r0-c3: ୧୨୩, ୧୨୪	[159, 508, 196, 517]
mid-para-7: ପରିବହନ ବିଭାଗ ପକ୍ଷରୁ ରାସ୍ତା ସୁରକ୍ଷା ସପ୍ତାହ ପାଳନ କରାଯାଉଛି। ଏହି ଅବସରରେ ବିଭିନ୍ନ ସଚେତନତା କାର୍ଯ୍ୟକ୍ରମ ଆୟୋଜନ କରାଯାଇଛି ଏବଂ ଯାନବାହନ ଚାଳକମାନଙ୍କୁ ନିୟମ ମାନିବାକୁ ପରାମର୍ଶ ଦିଆଯାଇଛି।	[304, 207, 389, 259]
optcl-head-odia: ଓଡ଼ିଶା ବିଦ୍ୟୁତ୍ ସଞ୍ଚାଳନ କର୍ପୋରେସନ ଲିମିଟେଡ୍ ଓ ନିଗମ	[15, 435, 85, 449]
gas-story-col-3	[640, 161, 790, 292]
tender-ad-ref: NIT-UMP-HPMC-25-26-30	[79, 350, 133, 356]
left-story2-headline: ପ୍ରମୁଖ କାର୍ଯ୍ୟ...	[10, 202, 91, 217]
optcl-sign: ସ୍ୱା/- ମହାପ୍ରବନ୍ଧକ (ଭୂମି)	[147, 601, 197, 607]
vaccine-col-1	[400, 332, 520, 464]
axis-row-4-no: ୫. କ୍ରମ ନମ୍ବର : ୫	[408, 623, 444, 629]
left-story2-para1: ବିଭାଗର ଏହି ପଦକ୍ଷେପ ଗୁଡ଼ିକ ମଧ୍ୟରେ ରହିଛି ନୂତନ ଶିକ୍ଷାନୁଷ୍ଠାନ ସ୍ଥାପନା, ସ୍ୱାସ୍ଥ୍ୟ କେନ୍ଦ୍ରଗୁଡ଼ିକର ଉନ୍ନତିକରଣ ତଥା ଯୁବକମାନଙ୍କ ପାଇଁ କୌଶଳ ବିକାଶ ତାଲିମ। ଏହା ସହିତ କୃଷକମାନଙ୍କୁ ଉନ୍ନତ ବିହନ ଓ ସାର ଯୋଗାଣ ନିମନ୍ତେ ଅଲଗା ବ୍ୟବସ୍ଥା କରାଯାଇଛି।	[10, 220, 202, 245]
anniversary-logo-years: YEARS	[750, 44, 772, 49]
middle-column	[207, 101, 395, 1251]
axis-row-1-name: ଶ୍ରୀମତୀ ସୁଜାତା ନାୟକ (ସହ-ଋଣଗ୍ରହୀତା)	[408, 566, 478, 572]
reg-dot-1	[377, 1250, 384, 1257]
anniversary-logo-number: 50	[751, 26, 771, 45]
murder-headline: ଚରମ୍ପାରେ ଯୁବକଙ୍କୁ ହତ୍ୟା	[228, 500, 374, 516]
optcl-r0-c0: ଖୋର୍ଦ୍ଧା	[16, 508, 44, 517]
mid-para-9: ଏହି ସମସ୍ତ କାର୍ଯ୍ୟକ୍ରମର ସମୀକ୍ଷା ପ୍ରତି ମାସରେ କରାଯିବ ବୋଲି ନିଷ୍ପତ୍ତି ନିଆଯାଇଛି। ବିଭାଗୀୟ ସଚିବମାନେ ରିପୋର୍ଟ ଦାଖଲ କରିବେ।	[304, 313, 389, 347]
axis-row-1-amount: ₹ ୨୫,୩୨,୧୦୫	[688, 560, 714, 566]
axis-row-5-party	[406, 642, 535, 663]
optcl-r2-c2: କାନ୍ତିଆପଡ଼ା, ଶଙ୍କରପୁର	[84, 526, 160, 535]
lic-r1-c2: ୧୫.୦୧.୨୦୨୫	[108, 718, 157, 727]
optcl-r4-c1: ତାଙ୍ଗୀ	[44, 544, 84, 553]
masthead	[10, 6, 790, 80]
lic-r0-c0: ଶ୍ରୀ ସୁରେଶ କୁମାର ସାହୁ	[16, 709, 75, 718]
table-row	[406, 532, 785, 559]
